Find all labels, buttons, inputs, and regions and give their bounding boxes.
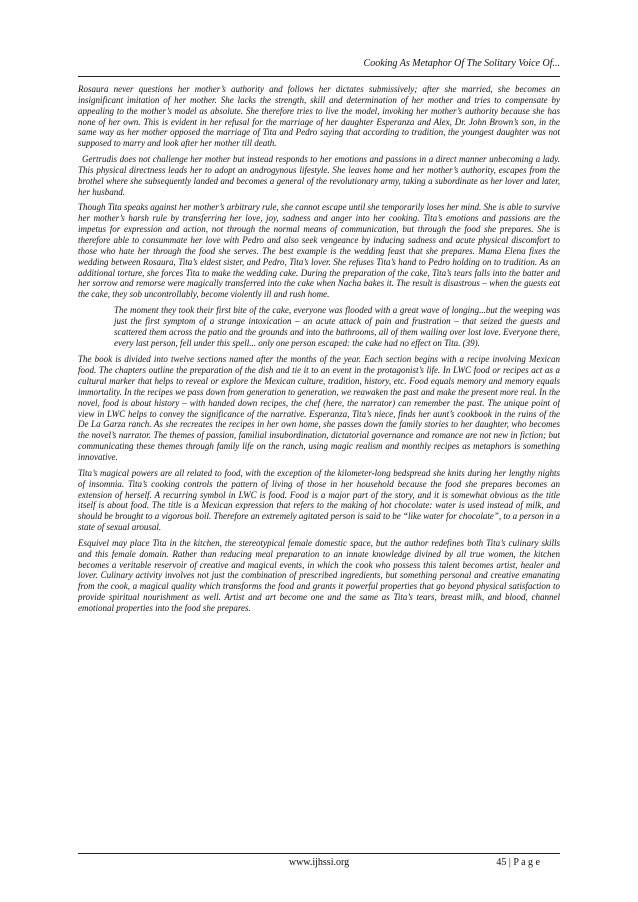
running-header: Cooking As Metaphor Of The Solitary Voice Of... [363, 58, 560, 69]
footer-rule [78, 853, 560, 854]
page-number: 45 | P a g e [496, 857, 540, 868]
paragraph-magical-powers: Tita’s magical powers are all related to food, with the exception of the kilometer-long bedspread she knits during her lengthy nights of insomnia. Tita’s cooking controls the pattern of living of those in her household because the food she prepares becomes an extension of herself. A recurring symbol in LWC is food. Food is a major part of the story, and it is somewhat obvious as the title itself is about food. The title is a Mexican expression that refers to the making of hot chocolate: water is used instead of milk, and should be brought to a vigorous boil. Therefore an extremely agitated person is said to be “like water for chocolate”, to a person in a state of sexual arousal. [78, 467, 560, 533]
paragraph-gertrudis: Gertrudis does not challenge her mother but instead responds to her emotions and passions in a direct manner unbecoming a lady. This physical directness leads her to adopt an androgynous lifestyle. She leaves home and her mother’s authority, escapes from the brothel where she subsequently landed and becomes a general of the revolutionary army, taking a subordinate as her lover and later, her husband. [78, 154, 560, 197]
paragraph-rosaura: Rosaura never questions her mother’s authority and follows her dictates submissively; after she married, she becomes an insignificant imitation of her mother. She lacks the strength, skill and determination of her mother and tries to compensate by appealing to the mother’s model as absolute. She therefore tries to live the model, invoking her mother’s authority because she has none of her own. This is evident in her refusal for the marriage of her daughter Esperanza and Alex, Dr. John Brown’s son, in the same way as her mother opposed the marriage of Tita and Pedro saying that according to tradition, the youngest daughter was not supposed to marry and look after her mother till death. [78, 84, 560, 149]
paragraph-kitchen: Esquivel may place Tita in the kitchen, the stereotypical female domestic space, but the author redefines both Tita’s culinary skills and this female domain. Rather than reducing meal preparation to an innate knowledge divined by all true women, the kitchen becomes a veritable reservoir of creative and magical events, in which the cook who possess this talent becomes artist, healer and lover. Culinary activity involves not just the combination of prescribed ingredients, but something personal and creative emanating from the cook, a magical quality which transforms the food and grants it powerful properties that go beyond physical satisfaction to provide spiritual nourishment as well. Artist and art become one and the same as Tita’s tears, breast milk, and blood, channel emotional properties into the food she prepares. [78, 537, 560, 613]
header-rule [78, 76, 560, 77]
paragraph-structure: The book is divided into twelve sections named after the months of the year. Each section begins with a recipe involving Mexican food. The chapters outline the preparation of the dish and tie it to an event in the protagonist’s life. In LWC food or recipes act as a cultural marker that helps to reveal or explore the Mexican culture, tradition, history, etc. Food equals memory and memory equals immortality. In the recipes we pass down from generation to generation, we reawaken the past and make the present more real. In the novel, food is about history – with handed down recipes, the chef (here, the narrator) can remember the past. The unique point of view in LWC helps to convey the significance of the narrative. Esperanza, Tita’s niece, finds her aunt’s cookbook in the ruins of the De La Garza ranch. As she recreates the recipes in her own home, she passes down the family stories to her daughter, who becomes the novel’s narrator. The themes of passion, familial insubordination, dictatorial governance and romance are not new in fiction; but communicating these themes through family life on the ranch, using magic realism and monthly recipes as metaphors is something innovative. [78, 354, 560, 462]
block-quote: The moment they took their first bite of the cake, everyone was flooded with a great wave of longing...but the weeping was just the first symptom of a strange intoxication – an acute attack of pain and frustration – that seized the guests and scattered them across the patio and the grounds and into the bathrooms, all of them wailing over lost love. Everyone there, every last person, fell under this spell... only one person escaped: the cake had no effect on Tita. (39). [114, 305, 560, 348]
article-body [78, 84, 560, 846]
page-footer [78, 857, 560, 871]
footer-website: www.ijhssi.org [288, 857, 350, 868]
paragraph-tita: Though Tita speaks against her mother’s arbitrary rule, she cannot escape until she temporarily loses her mind. She is able to survive her mother’s harsh rule by transferring her love, joy, sadness and anger into her cooking. Tita’s emotions and passions are the impetus for expression and action, not through the normal means of communication, but through the food she prepares. She is therefore able to consummate her love with Pedro and also seek vengeance by inducing sadness and acute physical discomfort to those who hate her through the food she serves. The best example is the wedding feast that she prepares. Mama Elena fixes the wedding between Rosaura, Tita’s eldest sister, and Pedro, Tita’s lover. She refuses Tita’s hand to Pedro holding on to tradition. As an additional torture, she forces Tita to make the wedding cake. During the preparation of the cake, Tita’s tears falls into the batter and her sorrow and remorse were magically transferred into the cake when Nacha bakes it. The result is disastrous – when the guests eat the cake, they sob uncontrollably, become violently ill and rush home. [78, 202, 560, 300]
